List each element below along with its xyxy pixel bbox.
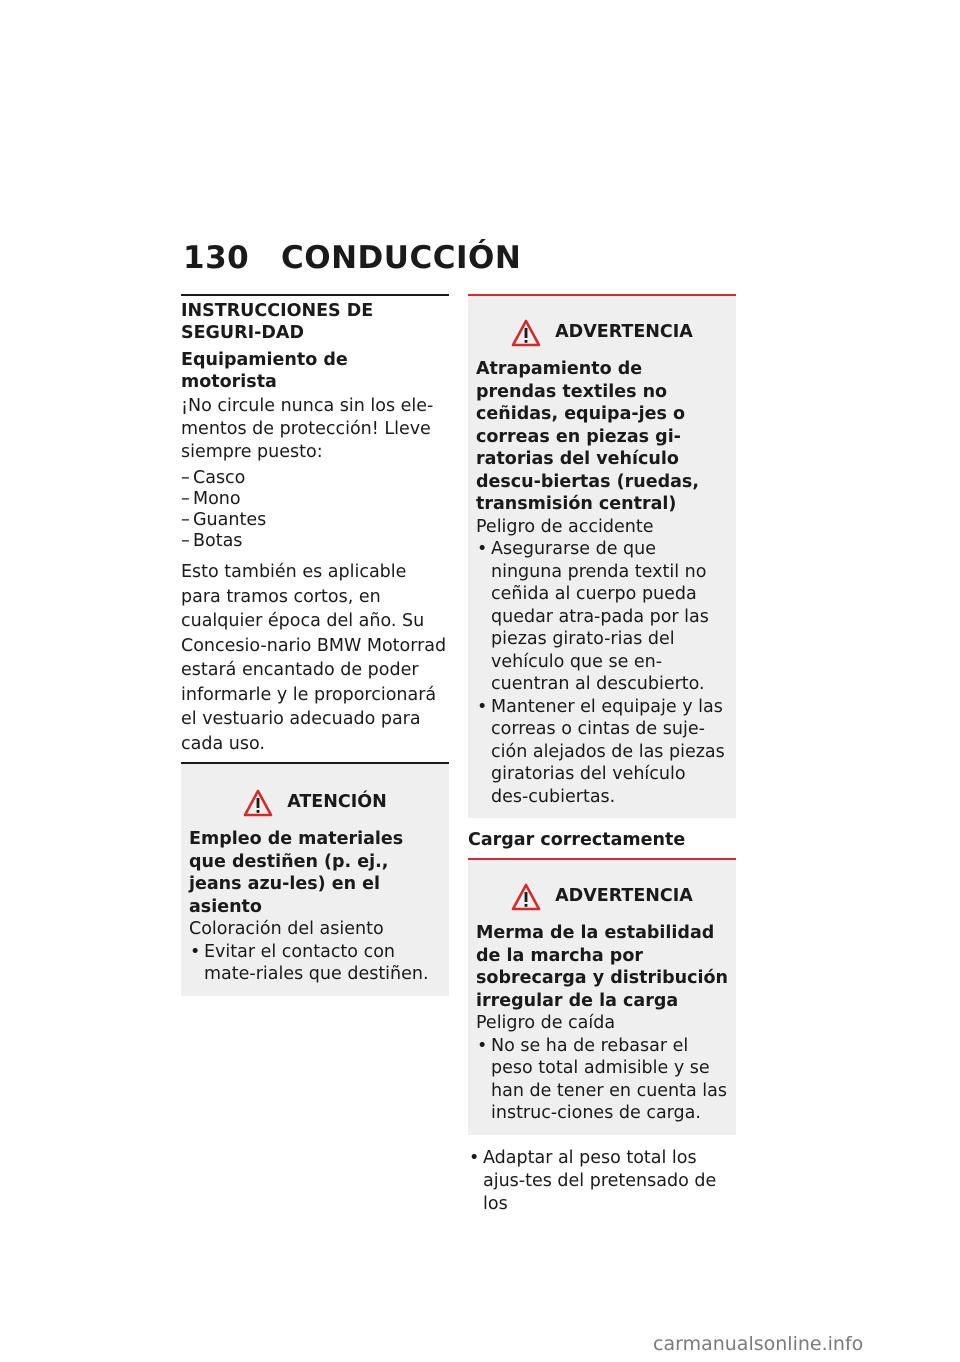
list-item: – Casco [181,468,449,489]
notice-header [189,772,441,828]
subsection-title: Cargar correctamente [468,830,686,850]
notice-label: ADVERTENCIA [555,322,693,343]
page-header [183,240,521,276]
left-column [181,294,449,996]
notice-title: Empleo de materiales que destiñen (p. ej., jeans azu-les) en el asiento [189,829,404,917]
attention-notice [181,764,449,996]
page-number: 130 [183,240,250,276]
list-item: – Botas [181,531,449,552]
bullet-item: • Adaptar al peso total los ajus-tes del pretensado de los [468,1147,736,1216]
chapter-title: CONDUCCIÓN [281,240,522,276]
body-paragraph: Esto también es aplicable para tramos cortos, en cualquier época del año. Su Concesio-nario BMW Motorrad estará encantado de poder informarle y le proporcionará el vestuario adecuado para cada uso. [181,562,447,754]
notice-consequence: Peligro de accidente [476,516,654,537]
notice-header [476,866,728,922]
notice-bullets [476,1035,728,1125]
notice-title: Atrapamiento de prendas textiles no ceñidas, equipa-jes o correas en piezas gi-ratorias del vehículo descu-biertas (ruedas, transmisión central) [476,359,699,514]
watermark: carmanualsonline.info [653,1333,864,1355]
bullet-item: • Asegurarse de que ninguna prenda textil no ceñida al cuerpo pueda quedar atra-pada por las piezas girato-rias del vehículo que se en-cuentran al descubierto. [476,538,728,696]
equipment-list [181,468,449,552]
list-item: – Mono [181,489,449,510]
list-item: – Guantes [181,510,449,531]
notice-title: Merma de la estabilidad de la marcha por sobrecarga y distribución irregular de la carga [476,923,728,1011]
warning-notice-2 [468,860,736,1135]
notice-label: ATENCIÓN [287,792,387,813]
intro-text: ¡No circule nunca sin los ele-mentos de protección! Lleve siempre puesto: [181,396,434,462]
bullet-item: • Evitar el contacto con mate-riales que destiñen. [189,941,441,986]
notice-bullets [476,538,728,808]
bullet-item: • Mantener el equipaje y las correas o cintas de suje-ción alejados de las piezas giratorias del vehículo des-cubiertas. [476,696,728,809]
section-title: INSTRUCCIONES DE SEGURI-DAD [181,301,374,343]
notice-consequence: Peligro de caída [476,1013,616,1033]
warning-notice-1 [468,296,736,818]
warning-triangle-icon [511,883,541,911]
warning-triangle-icon [243,789,273,817]
warning-triangle-icon [511,319,541,347]
loading-bullets [468,1147,736,1216]
subsection-title: Equipamiento de motorista [181,350,348,392]
notice-header [476,302,728,358]
right-column [468,294,736,1216]
notice-consequence: Coloración del asiento [189,919,384,939]
notice-label: ADVERTENCIA [555,886,693,907]
notice-bullets [189,941,441,986]
bullet-item: • No se ha de rebasar el peso total admisible y se han de tener en cuenta las instruc-ciones de carga. [476,1035,728,1125]
